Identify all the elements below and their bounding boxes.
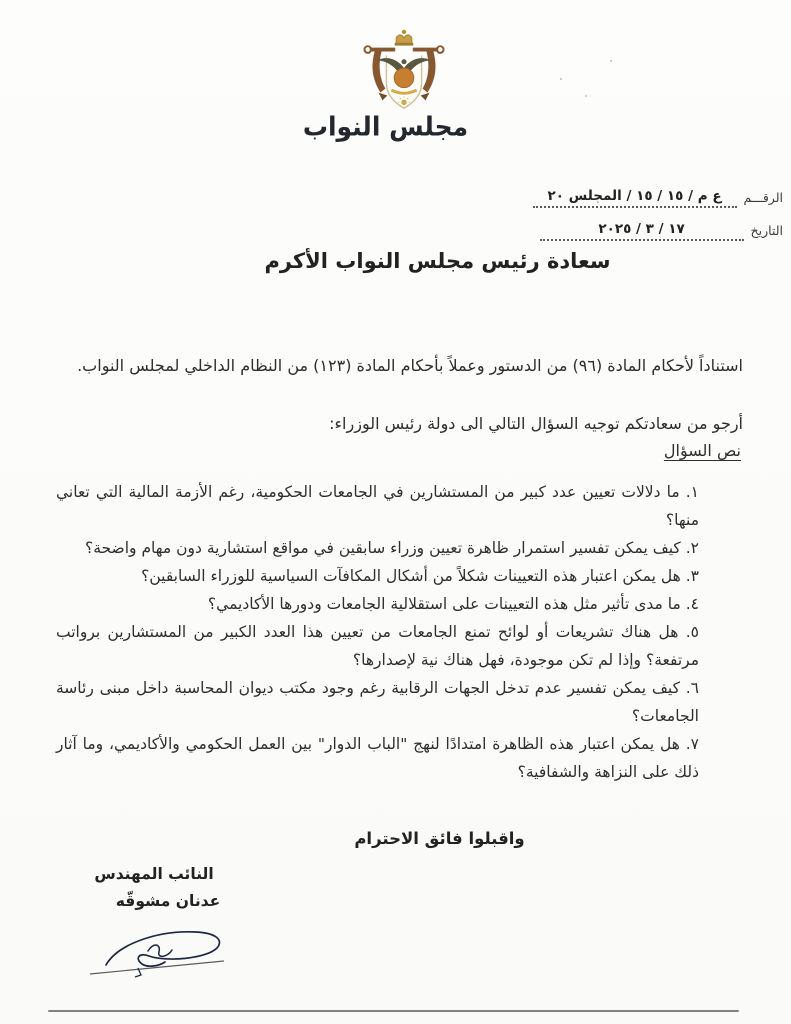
salutation: سعادة رئيس مجلس النواب الأكرم: [264, 249, 611, 273]
handwritten-signature-icon: [86, 920, 236, 984]
question-text: كيف يمكن تفسير استمرار ظاهرة تعيين وزراء سابقين في مواقع استشارية دون مهام واضحة؟: [85, 539, 681, 557]
question-item: [56, 478, 699, 534]
question-number: ١.: [685, 483, 699, 501]
question-text: هل هناك تشريعات أو لوائح تمنع الجامعات من تعيين هذا العدد الكبير من المستشارين برواتب مرتفعة؟ وإذا لم تكن موجودة، فهل هناك نية لإصدارها؟: [56, 623, 699, 669]
question-number: ٢.: [685, 539, 699, 557]
ref-number-row: [533, 188, 783, 208]
question-item: [56, 674, 699, 730]
request-line: أرجو من سعادتكم توجيه السؤال التالي الى دولة رئيس الوزراء:: [329, 414, 743, 433]
reference-block: [533, 188, 783, 241]
ref-date-label: التاريخ: [750, 223, 783, 238]
questions-list: [56, 478, 743, 786]
scan-speck: [585, 95, 587, 97]
question-number: ٥.: [685, 623, 699, 641]
scan-speck: [560, 78, 562, 80]
ref-number-value: ع م / ١٥ / ١٥ / المجلس ٢٠: [533, 188, 737, 208]
question-heading: نص السؤال: [663, 441, 741, 460]
footer-rule: [48, 1010, 739, 1012]
question-item: [56, 562, 699, 590]
question-number: ٣.: [685, 567, 699, 585]
question-item: [56, 590, 699, 618]
signer-title: النائب المهندس: [94, 865, 214, 883]
question-text: ما مدى تأثير مثل هذه التعيينات على استقلالية الجامعات ودورها الأكاديمي؟: [207, 595, 681, 613]
question-item: [56, 730, 699, 786]
signature-block: [74, 865, 234, 910]
signer-name: عدنان مشوقّه: [115, 892, 221, 910]
scan-speck: [610, 60, 612, 62]
question-item: [56, 534, 699, 562]
intro-paragraph: استناداً لأحكام المادة (٩٦) من الدستور وعملاً بأحكام المادة (١٢٣) من النظام الداخلي لمجلس النواب.: [77, 356, 743, 375]
question-number: ٤.: [685, 595, 699, 613]
ref-number-label: الرقـــم: [743, 190, 783, 205]
org-calligraphy-title: مجلس النواب: [302, 111, 469, 142]
jordan-coat-of-arms-icon: [355, 28, 453, 118]
question-text: ما دلالات تعيين عدد كبير من المستشارين في الجامعات الحكومية، رغم الأزمة المالية التي تعاني منها؟: [56, 483, 699, 529]
letterhead: [0, 28, 791, 118]
question-text: هل يمكن اعتبار هذه الظاهرة امتدادًا لنهج "الباب الدوار" بين العمل الحكومي والأكاديمي، وما آثار ذلك على النزاهة والشفافية؟: [56, 735, 699, 781]
ref-date-value: ١٧ / ٣ / ٢٠٢٥: [540, 221, 744, 241]
question-number: ٦.: [685, 679, 699, 697]
question-text: هل يمكن اعتبار هذه التعيينات شكلاً من أشكال المكافآت السياسية للوزراء السابقين؟: [141, 567, 681, 585]
ref-date-row: [533, 221, 783, 241]
question-number: ٧.: [685, 735, 699, 753]
closing-line: واقبلوا فائق الاحترام: [354, 829, 525, 848]
question-text: كيف يمكن تفسير عدم تدخل الجهات الرقابية رغم وجود مكتب ديوان المحاسبة داخل مبنى رئاسة الجامعات؟: [56, 679, 699, 725]
question-item: [56, 618, 699, 674]
